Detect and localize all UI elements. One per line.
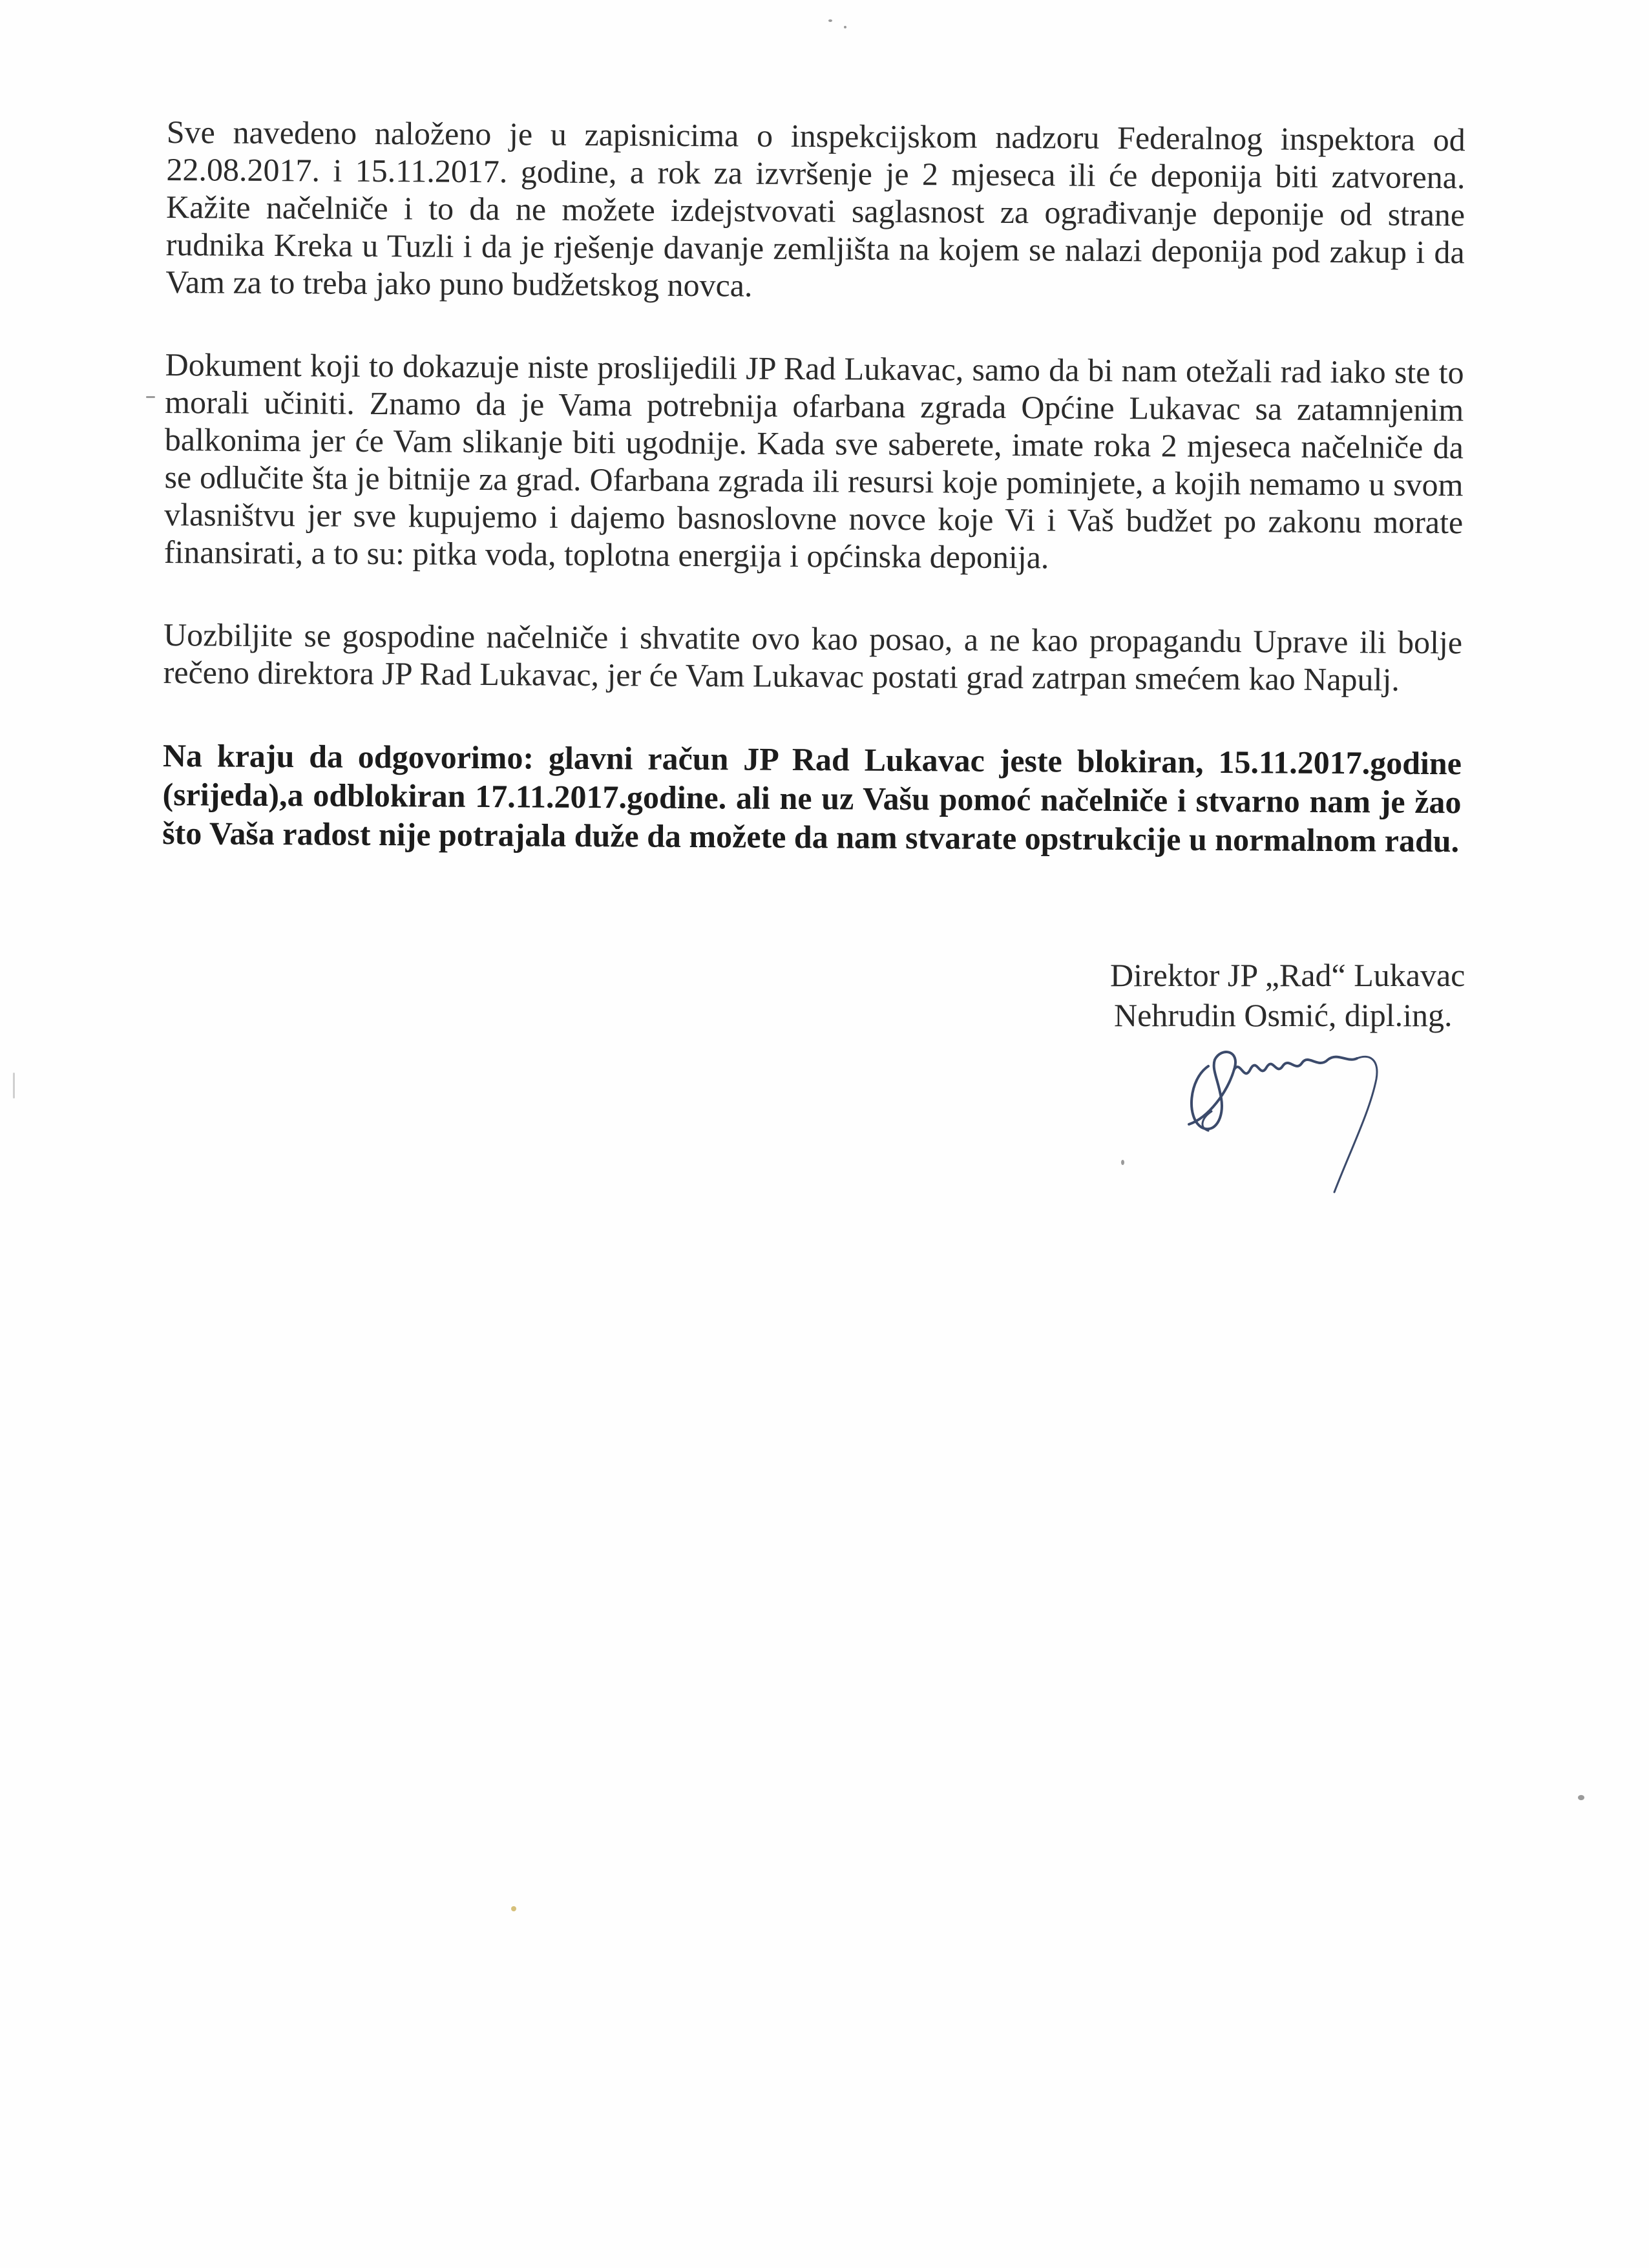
paragraph-warning: Uozbiljite se gospodine načelniče i shvatite ovo kao posao, a ne kao propagandu Uprave ili bolje rečeno direktora JP Rad Lukavac, jer će Vam Lukavac postati grad zatrpan smećem kao Napulj. (163, 616, 1463, 698)
handwritten-signature (1163, 1008, 1422, 1202)
scan-speck (828, 19, 832, 22)
paragraph-document: Dokument koji to dokazuje niste proslijedili JP Rad Lukavac, samo da bi nam otežali rad iako ste to morali učiniti. Znamo da je Vama potrebnija ofarbana zgrada Općine Lukavac sa zatamnjenim balkonima jer će Vam slikanje biti ugodnije. Kada sve saberete, imate roka 2 mjeseca načelniče da se odlučite šta je bitnije za grad. Ofarbana zgrada ili resursi koje pominjete, a kojih nemamo u svom vlasništvu jer sve kupujemo i dajemo basnoslovne novce koje Vi i Vaš budžet po zakonu morate finansirati, a to su: pitka voda, toplotna energija i općinska deponija. (163, 346, 1464, 576)
signatory-title: Direktor JP „Rad“ Lukavac (1110, 957, 1465, 993)
scan-speck (13, 1073, 15, 1098)
scan-speck (1578, 1795, 1584, 1800)
scan-speck (146, 396, 155, 398)
paragraph-conclusion: Na kraju da odgovorimo: glavni račun JP Rad Lukavac jeste blokiran, 15.11.2017.godine (srijeda),a odblokiran 17.11.2017.godine. ali ne uz Vašu pomoć načelniče i stvarno nam je žao što Vaša radost nije potrajala duže da možete da nam stvarate opstrukcije u normalnom radu. (162, 737, 1462, 859)
scan-speck (511, 1906, 516, 1911)
scan-speck (1121, 1160, 1124, 1165)
paragraph-inspection: Sve navedeno naloženo je u zapisnicima o inspekcijskom nadzoru Federalnog inspektora od 22.08.2017. i 15.11.2017. godine, a rok za izvršenje je 2 mjeseca ili će deponija biti zatvorena. Kažite načelniče i to da ne možete izdejstvovati saglasnost za ograđivanje deponije od strane rudnika Kreka u Tuzli i da je rješenje davanje zemljišta na kojem se nalazi deponija pod zakup i da Vam za to treba jako puno budžetskog novca. (165, 113, 1465, 304)
letter-body (162, 113, 1465, 905)
scan-speck (844, 26, 846, 28)
signatory-name: Nehrudin Osmić, dipl.ing. (1114, 997, 1453, 1033)
